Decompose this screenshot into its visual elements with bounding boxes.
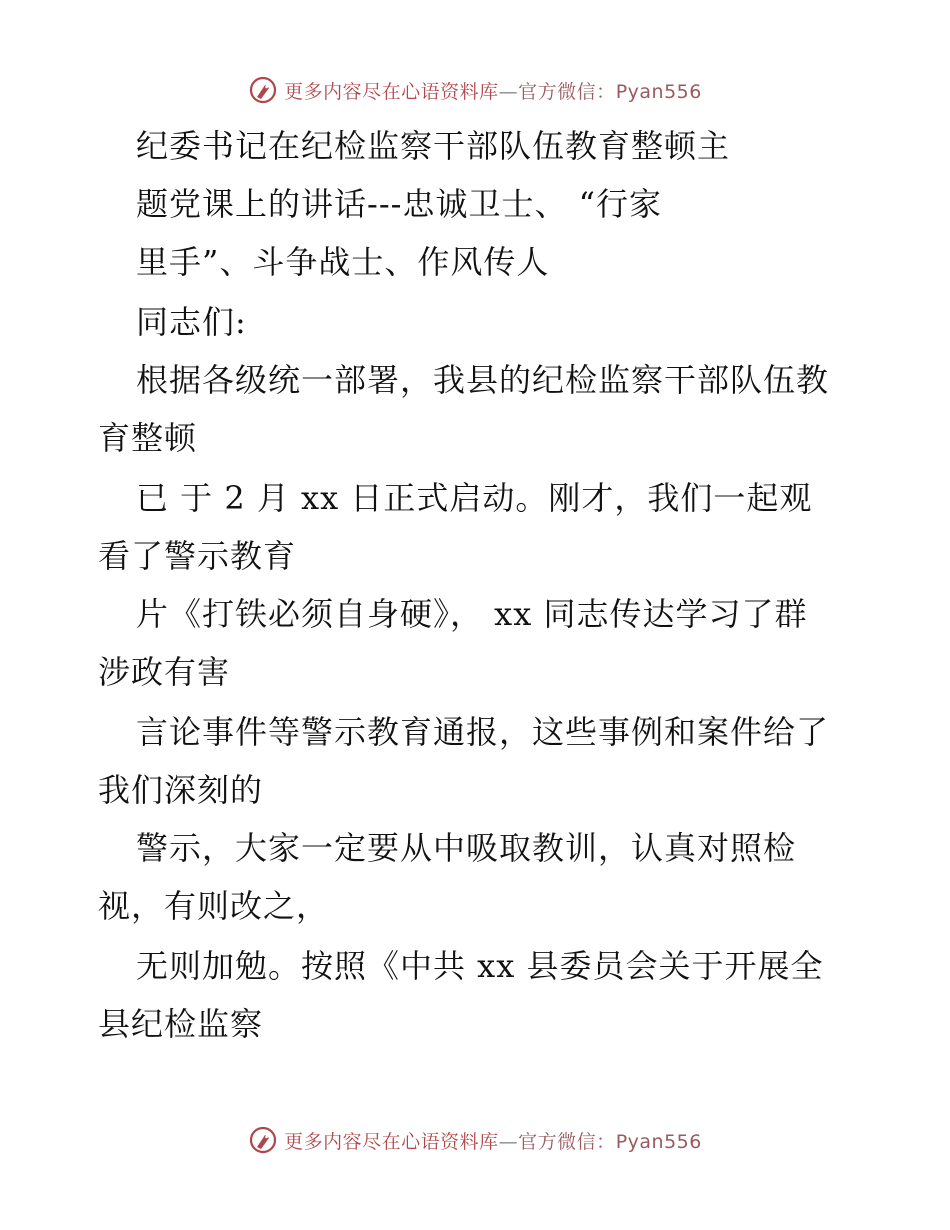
watermark-wechat-id: Pyan556 bbox=[615, 80, 702, 103]
watermark-wechat-id: Pyan556 bbox=[615, 1130, 702, 1153]
title-line-1: 纪委书记在纪检监察干部队伍教育整顿主 bbox=[136, 127, 731, 165]
watermark-wechat-label: 官方微信： bbox=[518, 80, 616, 103]
footer-watermark bbox=[0, 1120, 950, 1160]
body-line-4: 看了警示教育 bbox=[98, 537, 297, 575]
watermark-wechat-label: 官方微信： bbox=[518, 1130, 616, 1153]
watermark-text bbox=[284, 1127, 702, 1154]
body-line-8: 我们深刻的 bbox=[98, 771, 264, 809]
body-line-11: 无则加勉。按照《中共 xx 县委员会关于开展全 bbox=[136, 947, 824, 985]
body-line-2: 育整顿 bbox=[98, 419, 198, 457]
body-line-6: 涉政有害 bbox=[98, 653, 231, 691]
salutation: 同志们: bbox=[136, 303, 247, 341]
body-line-9: 警示，大家一定要从中吸取教训，认真对照检 bbox=[136, 829, 797, 867]
title-line-2: 题党课上的讲话---忠诚卫士、 “行家 bbox=[136, 185, 662, 223]
watermark-main-text: 更多内容尽在心语资料库 bbox=[284, 80, 499, 103]
watermark-text bbox=[284, 77, 702, 104]
title-line-3: 里手”、斗争战士、作风传人 bbox=[136, 243, 550, 281]
body-line-10: 视，有则改之， bbox=[98, 887, 330, 925]
watermark-separator: — bbox=[498, 1130, 519, 1153]
pen-nib-logo-icon bbox=[248, 1125, 278, 1155]
header-watermark bbox=[0, 70, 950, 110]
body-line-1: 根据各级统一部署，我县的纪检监察干部队伍教 bbox=[136, 361, 830, 399]
body-line-3: 已 于 2 月 xx 日正式启动。刚才，我们一起观 bbox=[136, 479, 813, 517]
body-line-12: 县纪检监察 bbox=[98, 1005, 264, 1043]
body-line-5: 片《打铁必须自身硬》， xx 同志传达学习了群 bbox=[136, 595, 808, 633]
watermark-main-text: 更多内容尽在心语资料库 bbox=[284, 1130, 499, 1153]
body-line-7: 言论事件等警示教育通报，这些事例和案件给了 bbox=[136, 713, 830, 751]
pen-nib-logo-icon bbox=[248, 75, 278, 105]
watermark-separator: — bbox=[498, 80, 519, 103]
